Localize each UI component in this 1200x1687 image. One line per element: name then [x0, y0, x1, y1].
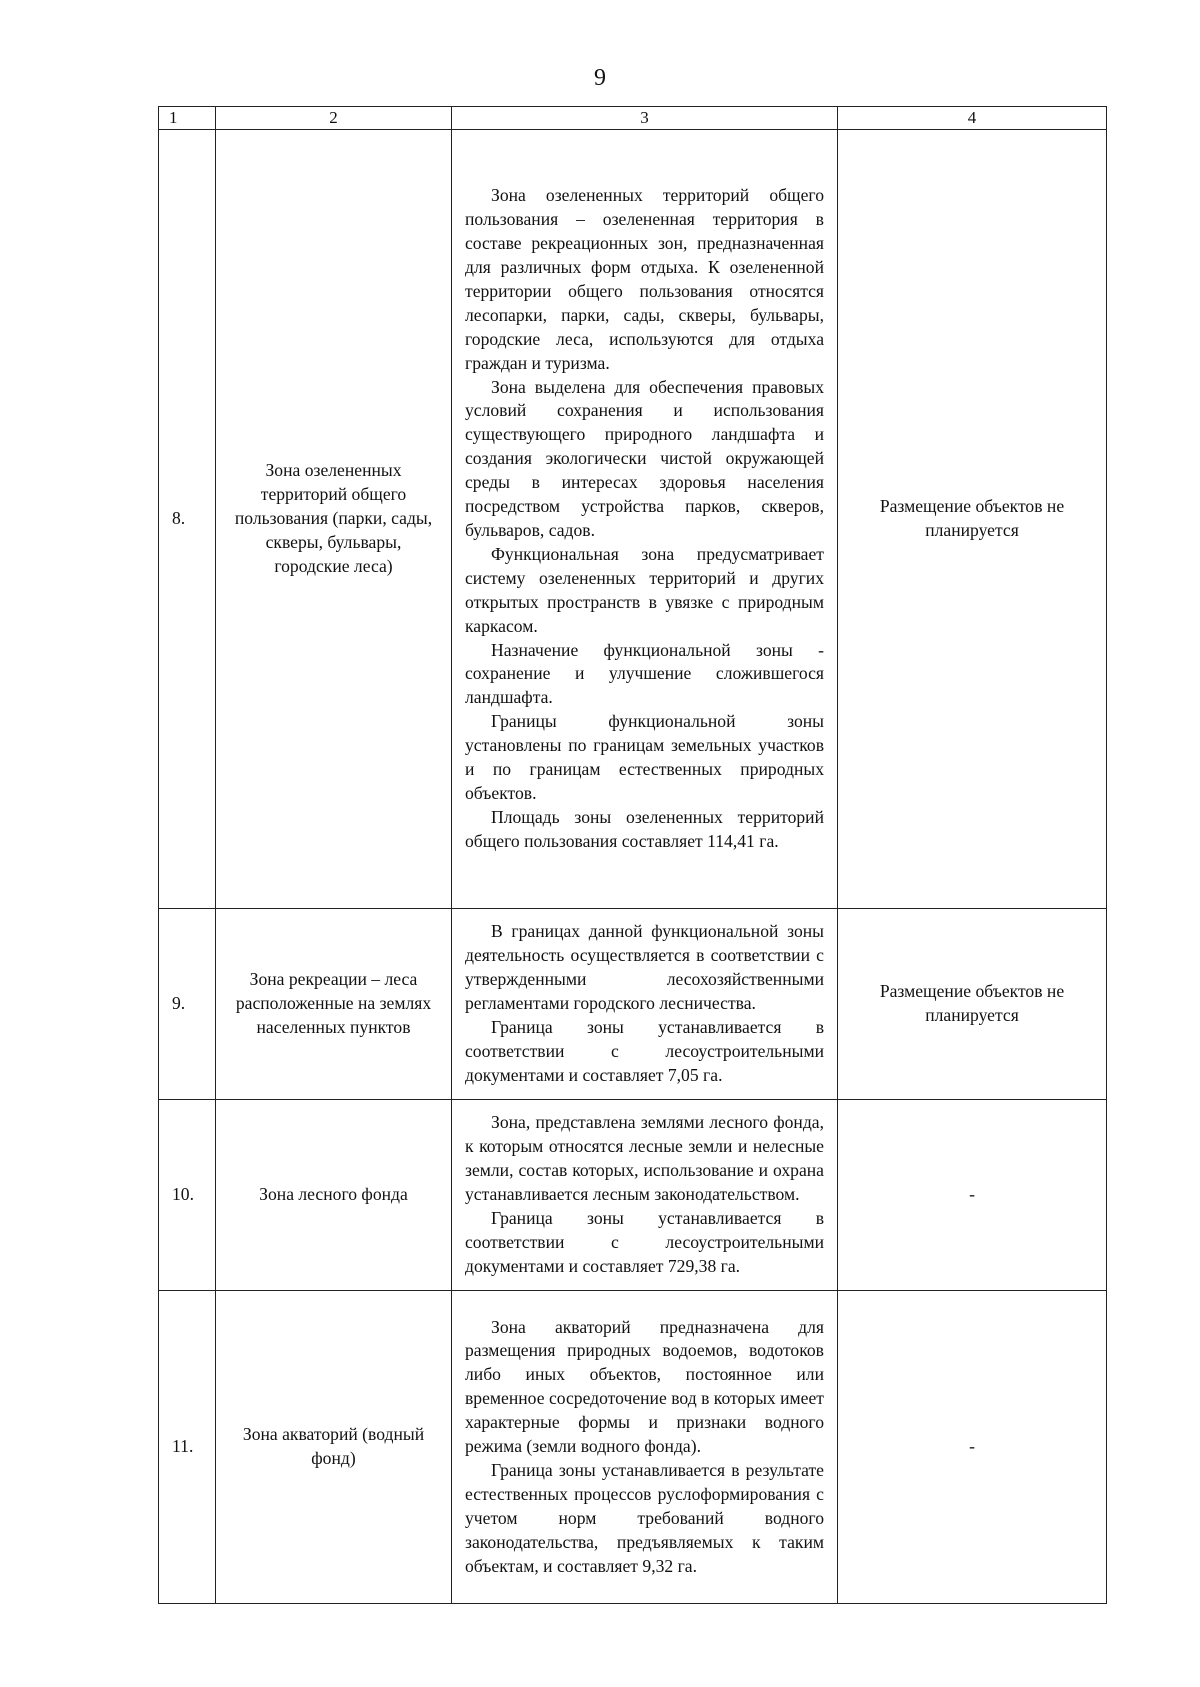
zone-name: Зона рекреации – леса расположенные на землях населенных пунктов [216, 909, 452, 1100]
row-number: 10. [159, 1100, 216, 1291]
description-paragraph: Зона выделена для обеспечения правовых условий сохранения и использования существующего природного ландшафта и создания экологически чистой окружающей среды в интересах здоровья населения посредством устройства парков, скверов, бульваров, садов. [465, 376, 824, 540]
zone-description [452, 909, 838, 1100]
placement-note: - [838, 1100, 1107, 1291]
column-header-2: 2 [216, 107, 452, 130]
description-paragraph: Зона, представлена землями лесного фонда, к которым относятся лесные земли и нелесные земли, состав которых, использование и охрана устанавливается лесным законодательством. [465, 1112, 824, 1205]
zone-name: Зона акваторий (водный фонд) [216, 1291, 452, 1604]
description-paragraph: Граница зоны устанавливается в результате естественных процессов руслоформирования с учетом норм требований водного законодательства, предъявляемых к таким объектам, и составляет 9,32 га. [465, 1459, 824, 1576]
description-paragraph: Площадь зоны озелененных территорий общего пользования составляет 114,41 га. [465, 806, 824, 851]
row-number: 8. [159, 130, 216, 909]
zone-description [452, 1100, 838, 1291]
row-number: 9. [159, 909, 216, 1100]
description-paragraph: Граница зоны устанавливается в соответствии с лесоустроительными документами и составляет 729,38 га. [465, 1207, 824, 1276]
zones-table [158, 106, 1107, 1604]
zone-description [452, 130, 838, 909]
table-row [159, 130, 1107, 909]
column-header-1: 1 [159, 107, 216, 130]
column-header-3: 3 [452, 107, 838, 130]
zone-name: Зона озелененных территорий общего пользования (парки, сады, скверы, бульвары, городские леса) [216, 130, 452, 909]
column-header-4: 4 [838, 107, 1107, 130]
table-row [159, 1291, 1107, 1604]
placement-note: - [838, 1291, 1107, 1604]
zone-name: Зона лесного фонда [216, 1100, 452, 1291]
table-row [159, 909, 1107, 1100]
description-paragraph: Границы функциональной зоны установлены по границам земельных участков и по границам естественных природных объектов. [465, 711, 824, 803]
description-paragraph: Граница зоны устанавливается в соответствии с лесоустроительными документами и составляет 7,05 га. [465, 1016, 824, 1085]
description-paragraph: Зона акваторий предназначена для размещения природных водоемов, водотоков либо иных объектов, постоянное или временное сосредоточение вод в которых имеет характерные формы и признаки водного режима (земли водного фонда). [465, 1316, 824, 1457]
placement-note: Размещение объектов не планируется [838, 909, 1107, 1100]
description-paragraph: Зона озелененных территорий общего пользования – озелененная территория в составе рекреационных зон, предназначенная для различных форм отдыха. К озелененной территории общего пользования относятся лесопарки, парки, сады, скверы, бульвары, городские леса, используются для отдыха граждан и туризма. [465, 185, 824, 373]
table-header-row [159, 107, 1107, 130]
table-row [159, 1100, 1107, 1291]
description-paragraph: Назначение функциональной зоны - сохранение и улучшение сложившегося ландшафта. [465, 639, 824, 708]
zone-description [452, 1291, 838, 1604]
description-paragraph: Функциональная зона предусматривает систему озелененных территорий и других открытых пространств в увязке с природным каркасом. [465, 543, 824, 636]
page-number: 9 [594, 65, 606, 91]
description-paragraph: В границах данной функциональной зоны деятельность осуществляется в соответствии с утвержденными лесохозяйственными регламентами городского лесничества. [465, 921, 824, 1014]
placement-note: Размещение объектов не планируется [838, 130, 1107, 909]
row-number: 11. [159, 1291, 216, 1604]
